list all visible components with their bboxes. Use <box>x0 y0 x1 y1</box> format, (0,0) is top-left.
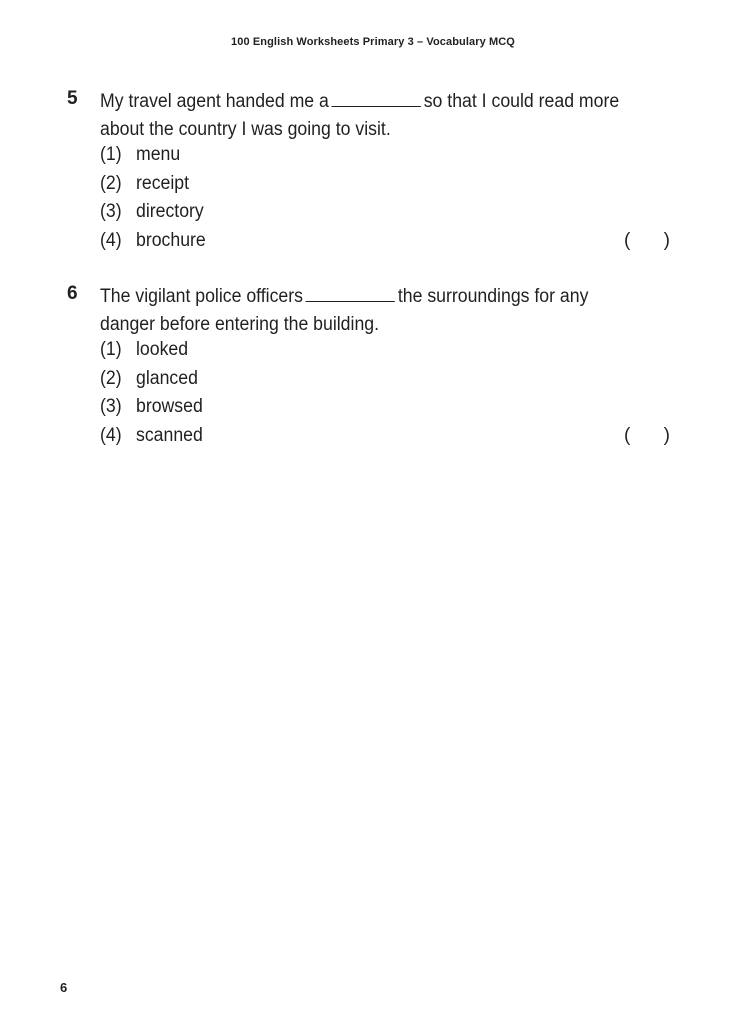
question-stem <box>100 283 635 339</box>
option-text: menu <box>136 144 181 165</box>
option-text: directory <box>136 201 204 222</box>
option-label: (3) <box>100 396 122 417</box>
stem-before-blank: My travel agent handed me a <box>100 91 329 112</box>
page-number: 6 <box>60 980 68 995</box>
option-2[interactable] <box>100 365 670 394</box>
option-text: scanned <box>136 424 203 446</box>
answer-open-paren: ( <box>624 229 631 251</box>
option-text: brochure <box>136 229 206 251</box>
option-4[interactable] <box>100 227 670 256</box>
options-list-5 <box>100 141 670 255</box>
answer-blank <box>332 88 421 107</box>
option-3[interactable] <box>100 393 670 422</box>
option-text: glanced <box>136 367 198 389</box>
option-text: browsed <box>136 396 203 417</box>
option-label: (4) <box>100 424 122 446</box>
stem-before-blank: The vigilant police officers <box>100 286 303 307</box>
option-label: (2) <box>100 172 122 194</box>
answer-blank <box>306 283 395 302</box>
option-4[interactable] <box>100 422 670 451</box>
answer-open-paren: ( <box>624 424 631 446</box>
option-text: receipt <box>136 172 190 194</box>
question-number: 6 <box>67 283 78 304</box>
option-label: (1) <box>100 339 122 360</box>
option-2[interactable] <box>100 170 670 199</box>
option-label: (1) <box>100 144 122 165</box>
stem-after-blank: so that I could read more about the country I was going to visit. <box>100 91 620 140</box>
option-label: (3) <box>100 201 122 222</box>
answer-box[interactable] <box>624 422 670 450</box>
answer-close-paren: ) <box>663 424 670 446</box>
option-label: (4) <box>100 229 122 251</box>
option-1[interactable] <box>100 336 670 365</box>
question-number: 5 <box>67 88 78 109</box>
answer-close-paren: ) <box>663 229 670 251</box>
option-3[interactable] <box>100 198 670 227</box>
option-text: looked <box>136 339 189 360</box>
running-header: 100 English Worksheets Primary 3 – Vocabulary MCQ <box>231 36 515 48</box>
stem-after-blank: the surroundings for any danger before entering the building. <box>100 286 589 335</box>
option-1[interactable] <box>100 141 670 170</box>
question-stem <box>100 88 635 144</box>
option-label: (2) <box>100 367 122 389</box>
options-list-6 <box>100 336 670 450</box>
answer-box[interactable] <box>624 227 670 255</box>
